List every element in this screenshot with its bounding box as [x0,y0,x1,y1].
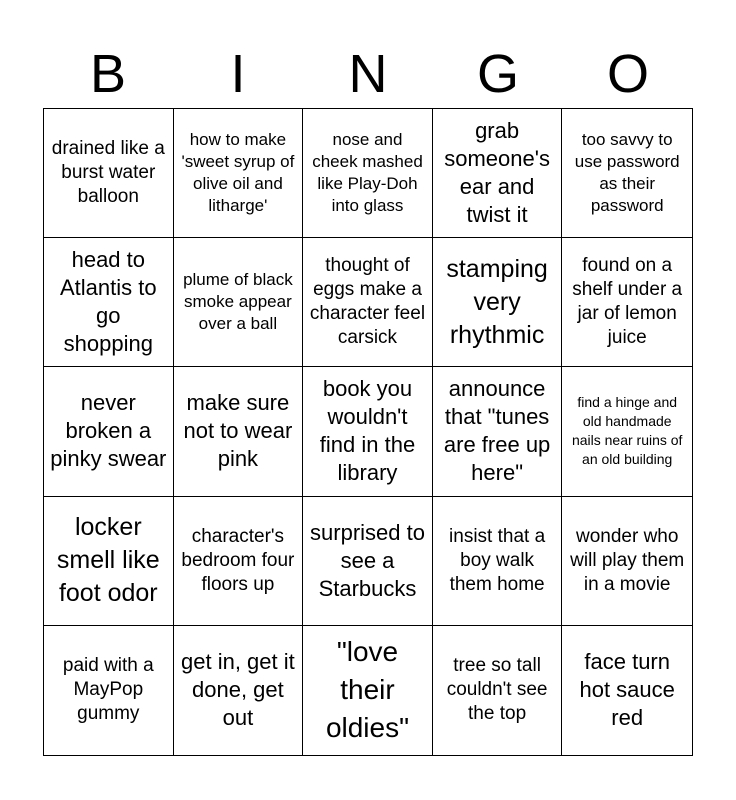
header-letter-n: N [348,44,388,104]
cell-text: how to make 'sweet syrup of olive oil and litharge' [181,130,295,216]
bingo-cell[interactable] [174,497,304,626]
cell-text: plume of black smoke appear over a ball [183,270,293,334]
cell-text: face turn hot sauce red [579,649,675,731]
cell-text: tree so tall couldn't see the top [446,655,548,725]
bingo-cell[interactable] [174,626,304,755]
bingo-cell[interactable] [433,109,563,238]
bingo-cell[interactable] [44,367,174,496]
header-letter-o: O [606,44,649,104]
bingo-cell[interactable] [303,497,433,626]
bingo-cell[interactable] [44,109,174,238]
header-letter-i: I [230,44,246,104]
bingo-cell[interactable] [303,626,433,755]
cell-text: make sure not to wear pink [183,390,293,472]
cell-text: thought of eggs make a character feel carsick [309,255,426,349]
cell-text: grab someone's ear and twist it [444,118,550,228]
bingo-cell[interactable] [44,626,174,755]
cell-text: insist that a boy walk them home [449,525,546,595]
cell-text: announce that "tunes are free up here" [443,376,551,486]
cell-text: character's bedroom four floors up [181,525,295,595]
bingo-header [43,40,693,108]
bingo-cell[interactable] [174,109,304,238]
bingo-cell[interactable] [562,626,692,755]
bingo-cell[interactable] [433,626,563,755]
cell-text: paid with a MayPop gummy [62,655,154,725]
bingo-cell[interactable] [433,497,563,626]
cell-text: nose and cheek mashed like Play-Doh into glass [312,130,423,216]
header-letter-b: B [89,44,127,104]
bingo-cell[interactable] [174,238,304,367]
bingo-cell[interactable] [562,497,692,626]
bingo-cell[interactable] [44,238,174,367]
cell-text: head to Atlantis to go shopping [59,247,157,357]
cell-text: too savvy to use password as their password [574,130,680,216]
bingo-cell[interactable] [433,367,563,496]
bingo-cell[interactable] [303,109,433,238]
bingo-cell[interactable] [433,238,563,367]
bingo-cell[interactable] [174,367,304,496]
bingo-cell[interactable] [562,109,692,238]
bingo-board [43,108,693,756]
cell-text: drained like a burst water balloon [51,138,165,208]
cell-text: surprised to see a Starbucks [310,519,425,601]
cell-text: stamping very rhythmic [446,254,548,349]
cell-text: locker smell like foot odor [56,513,160,608]
cell-text: "love their oldies" [325,636,410,744]
cell-text: never broken a pinky swear [50,390,167,472]
bingo-cell[interactable] [303,238,433,367]
header-letter-g: G [476,44,519,104]
bingo-cell[interactable] [303,367,433,496]
bingo-cell[interactable] [562,367,692,496]
cell-text: book you wouldn't find in the library [319,376,416,486]
bingo-cell[interactable] [44,497,174,626]
cell-text: get in, get it done, get out [181,649,295,731]
cell-text: wonder who will play them in a movie [570,525,685,595]
cell-text: found on a shelf under a jar of lemon juice [572,255,683,349]
bingo-cell[interactable] [562,238,692,367]
cell-text: find a hinge and old handmade nails near ruins of an old building [571,394,683,468]
